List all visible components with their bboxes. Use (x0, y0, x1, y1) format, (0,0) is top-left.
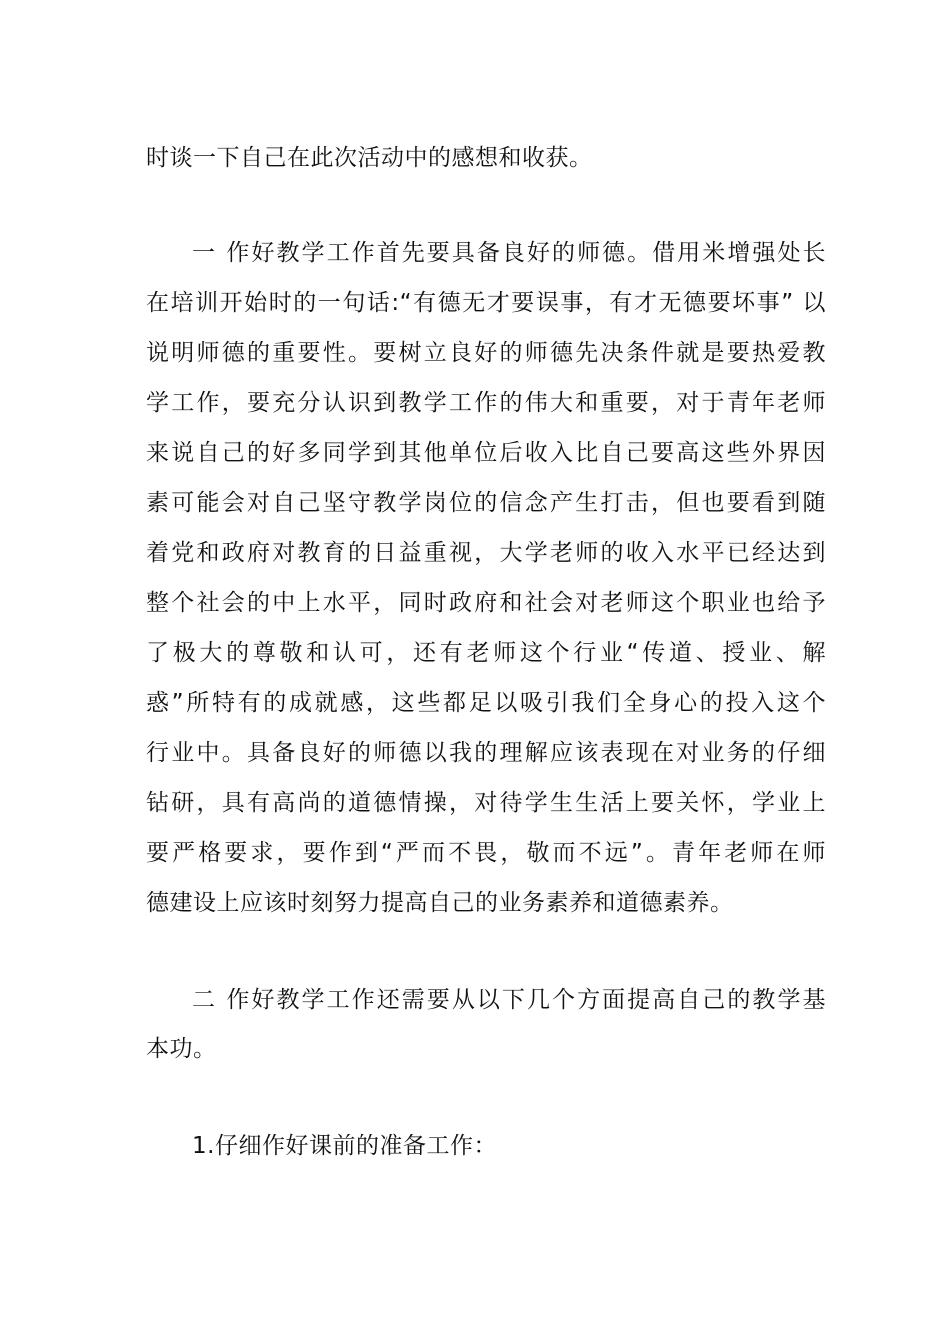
paragraph-line: 学工作，要充分认识到教学工作的伟大和重要，对于青年老师 (146, 390, 826, 416)
paragraph-line: 本功。 (146, 1036, 217, 1062)
paragraph-line: 说明师德的重要性。要树立良好的师德先决条件就是要热爱教 (146, 340, 826, 366)
paragraph-line: 要严格要求，要作到“严而不畏，敬而不远”。青年老师在师 (146, 840, 826, 866)
paragraph-line: 整个社会的中上水平，同时政府和社会对老师这个职业也给予 (146, 590, 826, 616)
paragraph-line: 了极大的尊敬和认可，还有老师这个行业“传道、授业、解 (146, 640, 826, 666)
paragraph-line: 钻研，具有高尚的道德情操，对待学生生活上要关怀，学业上 (146, 790, 826, 816)
paragraph-line: 着党和政府对教育的日益重视，大学老师的收入水平已经达到 (146, 540, 826, 566)
paragraph-line: 时谈一下自己在此次活动中的感想和收获。 (146, 145, 593, 171)
paragraph-line: 素可能会对自己坚守教学岗位的信念产生打击，但也要看到随 (146, 490, 826, 516)
section-two-heading-line: 二 作好教学工作还需要从以下几个方面提高自己的教学基 (192, 987, 826, 1013)
paragraph-line: 行业中。具备良好的师德以我的理解应该表现在对业务的仔细 (146, 740, 826, 766)
paragraph-line: 在培训开始时的一句话:“有德无才要误事，有才无德要坏事” 以 (146, 290, 826, 316)
paragraph-line: 来说自己的好多同学到其他单位后收入比自己要高这些外界因 (146, 440, 826, 466)
paragraph-line: 惑”所特有的成就感，这些都足以吸引我们全身心的投入这个 (146, 690, 826, 716)
subsection-heading-line: 1.仔细作好课前的准备工作： (192, 1133, 497, 1159)
section-one-heading-line: 一 作好教学工作首先要具备良好的师德。借用米增强处长 (192, 240, 826, 266)
paragraph-line: 德建设上应该时刻努力提高自己的业务素养和道德素养。 (146, 890, 734, 916)
